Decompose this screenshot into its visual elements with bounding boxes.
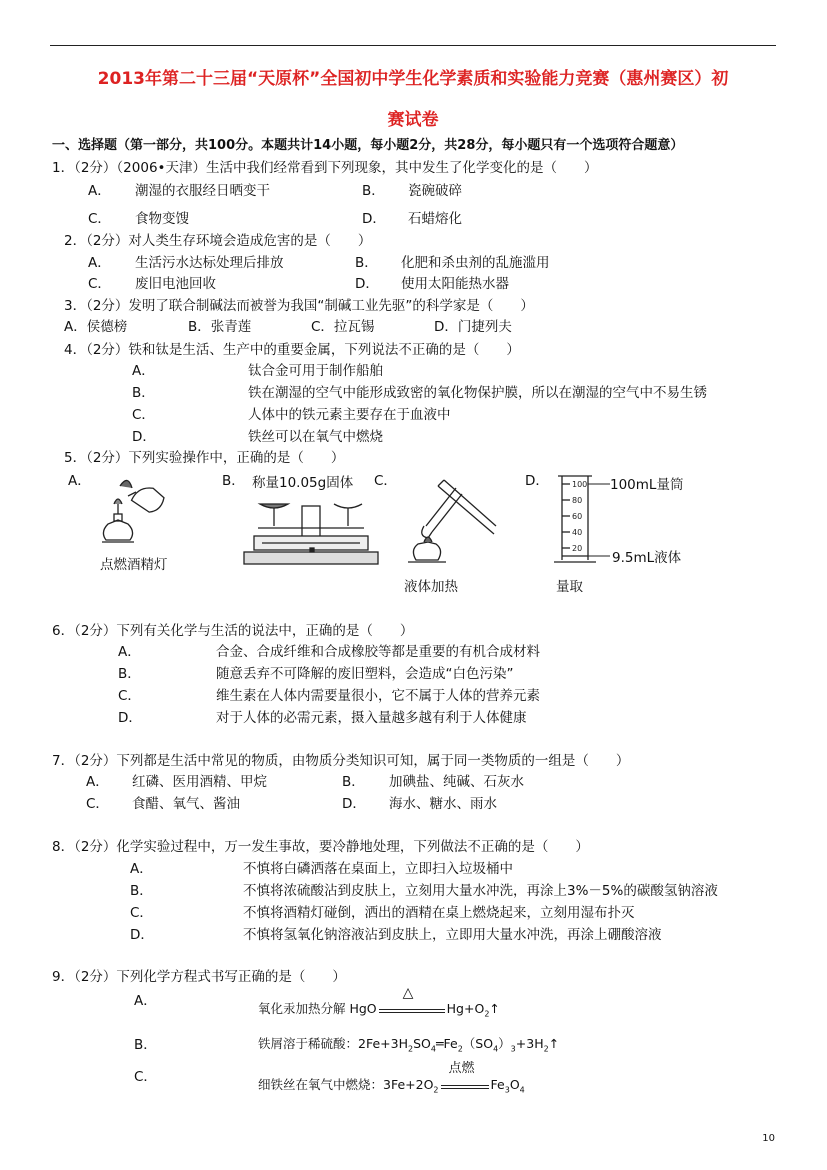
q1-option-b-letter: B． (362, 183, 385, 199)
question-2-stem: 2．（2分）对人类生存环境会造成危害的是（ ） (64, 233, 372, 249)
q6-option-b-text: 随意丢弃不可降解的废旧塑料，会造成“白色污染” (216, 666, 514, 682)
page-number: 10 (762, 1133, 775, 1144)
cylinder-tick-100: 100 (572, 480, 588, 489)
cylinder-tick-60: 60 (572, 512, 583, 521)
q3-option-c: C．拉瓦锡 (311, 319, 375, 335)
q5-caption-c: 液体加热 (404, 579, 458, 595)
q5-label-b: 称量10.05g固体 (252, 475, 354, 491)
q2-option-a-letter: A． (88, 255, 111, 271)
q5-caption-a: 点燃酒精灯 (100, 557, 168, 573)
q5-caption-d: 量取 (556, 579, 583, 595)
question-5-stem: 5．（2分）下列实验操作中，正确的是（ ） (64, 450, 345, 466)
q7-option-c-text: 食醋、氧气、酱油 (132, 796, 240, 812)
question-7-stem: 7．（2分）下列都是生活中常见的物质，由物质分类知识可知，属于同一类物质的一组是（ ） (52, 753, 630, 769)
q4-option-c-text: 人体中的铁元素主要存在于血液中 (248, 407, 451, 423)
q5-option-a-letter: A． (68, 473, 91, 489)
q8-option-a-letter: A． (130, 861, 153, 877)
q2-option-d-text: 使用太阳能热水器 (401, 276, 509, 292)
q2-option-c-text: 废旧电池回收 (135, 276, 216, 292)
q5-label-d-liquid: 9.5mL液体 (612, 550, 682, 566)
cylinder-tick-20: 20 (572, 544, 583, 553)
q5-label-d-cylinder: 100mL量筒 (610, 477, 684, 493)
q7-option-d-letter: D． (342, 796, 366, 812)
q9-c-ignite-condition: 点燃 (448, 1061, 475, 1076)
q6-option-c-letter: C． (118, 688, 141, 704)
q8-option-c-text: 不慎将酒精灯碰倒，洒出的酒精在桌上燃烧起来，立刻用湿布扑灭 (243, 905, 635, 921)
q4-option-d-letter: D． (132, 429, 156, 445)
q6-option-a-text: 合金、合成纤维和合成橡胶等都是重要的有机合成材料 (216, 644, 540, 660)
q7-option-a-letter: A． (86, 774, 109, 790)
q7-option-b-text: 加碘盐、纯碱、石灰水 (389, 774, 524, 790)
q6-option-d-text: 对于人体的必需元素，摄入量越多越有利于人体健康 (216, 710, 527, 726)
q2-option-c-letter: C． (88, 276, 111, 292)
q9-option-b-letter: B． (134, 1037, 157, 1053)
q7-option-b-letter: B． (342, 774, 365, 790)
q5-figure-alcohol-lamp (92, 470, 182, 558)
q6-option-c-text: 维生素在人体内需要量很小，它不属于人体的营养元素 (216, 688, 540, 704)
q5-option-c-letter: C． (374, 473, 397, 489)
q3-option-a: A．侯德榜 (64, 319, 128, 335)
q9-option-c-equation: 细铁丝在氧气中燃烧：$3Fe+2O_2$ 点燃 $Fe_3O_4$ (258, 1061, 525, 1095)
q2-option-d-letter: D． (355, 276, 379, 292)
q1-option-d-text: 石蜡熔化 (408, 211, 462, 227)
q7-option-c-letter: C． (86, 796, 109, 812)
q8-option-b-text: 不慎将浓硫酸沾到皮肤上，立刻用大量水冲洗，再涂上3%－5%的碳酸氢钠溶液 (243, 883, 718, 899)
question-3-stem: 3．（2分）发明了联合制碱法而被誉为我国“制碱工业先驱”的科学家是（ ） (64, 298, 534, 314)
question-9-stem: 9．（2分）下列化学方程式书写正确的是（ ） (52, 969, 346, 985)
q2-option-b-letter: B． (355, 255, 378, 271)
q8-option-d-letter: D． (130, 927, 154, 943)
q1-option-a-letter: A． (88, 183, 111, 199)
q1-option-c-letter: C． (88, 211, 111, 227)
page-title-continued: 赛试卷 (387, 110, 439, 130)
q9-option-b-equation: 铁屑溶于稀硫酸：$2Fe+3H_2SO_4═Fe_2(SO_4)_3+3H_2↑$ (258, 1036, 560, 1054)
cylinder-tick-40: 40 (572, 528, 583, 537)
q8-option-b-letter: B． (130, 883, 153, 899)
q9-option-c-letter: C． (134, 1069, 157, 1085)
q4-option-a-letter: A． (132, 363, 155, 379)
q7-option-a-text: 红磷、医用酒精、甲烷 (132, 774, 267, 790)
page-title: 2013年第二十三届“天原杯”全国初中学生化学素质和实验能力竞赛（惠州赛区）初 (97, 69, 729, 89)
q4-option-b-text: 铁在潮湿的空气中能形成致密的氧化物保护膜，所以在潮湿的空气中不易生锈 (248, 385, 707, 401)
q1-option-c-text: 食物变馊 (135, 211, 189, 227)
q4-option-c-letter: C． (132, 407, 155, 423)
q2-option-b-text: 化肥和杀虫剂的乱施滥用 (401, 255, 550, 271)
q5-figure-liquid-heating (398, 476, 498, 576)
q5-option-d-letter: D． (525, 473, 549, 489)
q3-option-b: B．张青莲 (188, 319, 252, 335)
question-8-stem: 8．（2分）化学实验过程中，万一发生事故，要冷静地处理，下列做法不正确的是（ ） (52, 839, 589, 855)
q4-option-d-text: 铁丝可以在氧气中燃烧 (248, 429, 383, 445)
q8-option-c-letter: C． (130, 905, 153, 921)
q6-option-a-letter: A． (118, 644, 141, 660)
q8-option-d-text: 不慎将氢氧化钠溶液沾到皮肤上，立即用大量水冲洗，再涂上硼酸溶液 (243, 927, 662, 943)
section-heading: 一、选择题（第一部分，共100分。本题共计14小题，每小题2分，共28分，每小题只有一个选项符合题意） (52, 138, 684, 153)
q4-option-a-text: 钛合金可用于制作船舶 (248, 363, 383, 379)
q8-option-a-text: 不慎将白磷洒落在桌面上，立即扫入垃圾桶中 (243, 861, 513, 877)
q3-option-d: D．门捷列夫 (434, 319, 512, 335)
q5-cylinder-leader-lines (588, 478, 612, 568)
q6-option-d-letter: D． (118, 710, 142, 726)
header-rule (50, 45, 776, 46)
cylinder-tick-80: 80 (572, 496, 583, 505)
q1-option-a-text: 潮湿的衣服经日晒变干 (135, 183, 270, 199)
q6-option-b-letter: B． (118, 666, 141, 682)
question-1-stem: 1．（2分）（2006•天津）生活中我们经常看到下列现象，其中发生了化学变化的是（ ） (52, 160, 598, 176)
q4-option-b-letter: B． (132, 385, 155, 401)
question-6-stem: 6．（2分）下列有关化学与生活的说法中，正确的是（ ） (52, 623, 414, 639)
q1-option-b-text: 瓷碗破碎 (408, 183, 462, 199)
q5-option-b-letter: B． (222, 473, 245, 489)
q7-option-d-text: 海水、糖水、雨水 (389, 796, 497, 812)
question-4-stem: 4．（2分）铁和钛是生活、生产中的重要金属，下列说法不正确的是（ ） (64, 342, 520, 358)
q9-option-a-equation: 氧化汞加热分解 HgO △ $Hg+O_2↑$ (258, 985, 500, 1019)
q1-option-d-letter: D． (362, 211, 386, 227)
q9-option-a-letter: A． (134, 993, 157, 1009)
q9-a-heat-condition: △ (402, 985, 414, 1001)
q2-option-a-text: 生活污水达标处理后排放 (135, 255, 284, 271)
